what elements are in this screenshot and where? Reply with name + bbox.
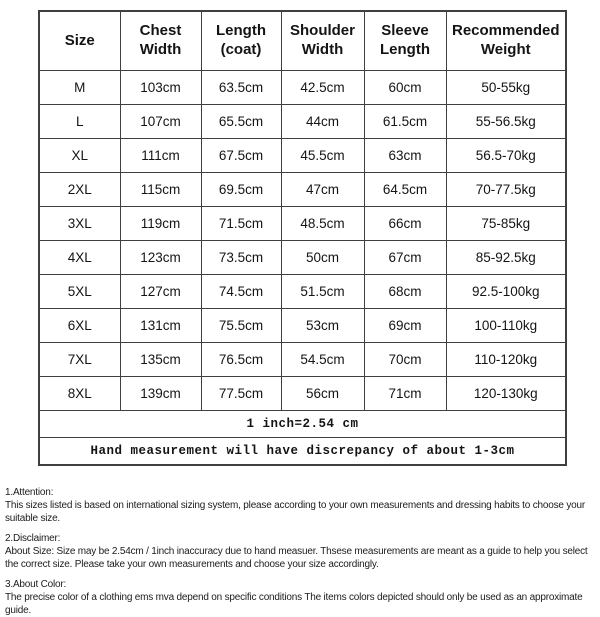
table-row	[39, 377, 566, 411]
measurement-cell: 73.5cm	[201, 241, 281, 275]
size-cell: 2XL	[39, 173, 120, 207]
measurement-cell: 103cm	[120, 71, 201, 105]
footnote-row	[39, 411, 566, 438]
measurement-cell: 74.5cm	[201, 275, 281, 309]
measurement-cell: 139cm	[120, 377, 201, 411]
note-attention-heading: 1.Attention:	[5, 487, 54, 498]
measurement-cell: 76.5cm	[201, 343, 281, 377]
table-row	[39, 275, 566, 309]
measurement-cell: 119cm	[120, 207, 201, 241]
measurement-cell: 135cm	[120, 343, 201, 377]
size-table-footer	[39, 411, 566, 466]
measurement-cell: 51.5cm	[281, 275, 364, 309]
column-header-shoulder-width: Shoulder Width	[281, 11, 364, 71]
footnote-row	[39, 438, 566, 466]
measurement-cell: 100-110kg	[446, 309, 566, 343]
measurement-cell: 68cm	[364, 275, 446, 309]
header-row	[39, 11, 566, 71]
column-header-sleeve-length: Sleeve Length	[364, 11, 446, 71]
measurement-cell: 120-130kg	[446, 377, 566, 411]
table-row	[39, 105, 566, 139]
measurement-cell: 111cm	[120, 139, 201, 173]
measurement-cell: 65.5cm	[201, 105, 281, 139]
measurement-cell: 69cm	[364, 309, 446, 343]
measurement-cell: 55-56.5kg	[446, 105, 566, 139]
measurement-cell: 67cm	[364, 241, 446, 275]
measurement-cell: 127cm	[120, 275, 201, 309]
measurement-cell: 50cm	[281, 241, 364, 275]
column-header-size: Size	[39, 11, 120, 71]
size-cell: XL	[39, 139, 120, 173]
measurement-cell: 44cm	[281, 105, 364, 139]
measurement-cell: 67.5cm	[201, 139, 281, 173]
column-header-length-coat: Length (coat)	[201, 11, 281, 71]
size-table-body	[39, 71, 566, 411]
hand-measurement-note: Hand measurement will have discrepancy of about 1-3cm	[39, 438, 566, 466]
measurement-cell: 131cm	[120, 309, 201, 343]
table-row	[39, 241, 566, 275]
measurement-cell: 77.5cm	[201, 377, 281, 411]
size-cell: L	[39, 105, 120, 139]
measurement-cell: 54.5cm	[281, 343, 364, 377]
measurement-cell: 85-92.5kg	[446, 241, 566, 275]
size-cell: 3XL	[39, 207, 120, 241]
size-chart-table	[38, 10, 567, 466]
measurement-cell: 61.5cm	[364, 105, 446, 139]
measurement-cell: 75-85kg	[446, 207, 566, 241]
measurement-cell: 60cm	[364, 71, 446, 105]
measurement-cell: 75.5cm	[201, 309, 281, 343]
size-cell: 4XL	[39, 241, 120, 275]
measurement-cell: 66cm	[364, 207, 446, 241]
column-header-chest-width: Chest Width	[120, 11, 201, 71]
measurement-cell: 71.5cm	[201, 207, 281, 241]
measurement-cell: 56.5-70kg	[446, 139, 566, 173]
measurement-cell: 92.5-100kg	[446, 275, 566, 309]
measurement-cell: 48.5cm	[281, 207, 364, 241]
size-table-header	[39, 11, 566, 71]
measurement-cell: 45.5cm	[281, 139, 364, 173]
measurement-cell: 70-77.5kg	[446, 173, 566, 207]
note-disclaimer-heading: 2.Disclaimer:	[5, 533, 61, 544]
note-disclaimer-body: About Size: Size may be 2.54cm / 1inch inaccuracy due to hand measuer. Thsese measurements are meant as a guide to help you select the correct size. Please take your own measurements and choose your size accordingly.	[5, 546, 588, 570]
measurement-cell: 47cm	[281, 173, 364, 207]
notes-section	[5, 486, 595, 617]
measurement-cell: 107cm	[120, 105, 201, 139]
table-row	[39, 343, 566, 377]
note-disclaimer	[5, 532, 595, 571]
note-attention-body: This sizes listed is based on international sizing system, please according to your own measurements and dressing habits to choose your suitable size.	[5, 500, 585, 524]
size-cell: 5XL	[39, 275, 120, 309]
measurement-cell: 64.5cm	[364, 173, 446, 207]
note-attention	[5, 486, 595, 525]
size-cell: M	[39, 71, 120, 105]
measurement-cell: 63.5cm	[201, 71, 281, 105]
inch-conversion-note: 1 inch=2.54 cm	[39, 411, 566, 438]
column-header-recommended-weight: Recommended Weight	[446, 11, 566, 71]
note-about-color	[5, 578, 595, 617]
measurement-cell: 53cm	[281, 309, 364, 343]
measurement-cell: 50-55kg	[446, 71, 566, 105]
measurement-cell: 56cm	[281, 377, 364, 411]
measurement-cell: 123cm	[120, 241, 201, 275]
measurement-cell: 42.5cm	[281, 71, 364, 105]
measurement-cell: 110-120kg	[446, 343, 566, 377]
measurement-cell: 69.5cm	[201, 173, 281, 207]
note-about-color-heading: 3.About Color:	[5, 579, 67, 590]
table-row	[39, 207, 566, 241]
measurement-cell: 71cm	[364, 377, 446, 411]
measurement-cell: 70cm	[364, 343, 446, 377]
measurement-cell: 63cm	[364, 139, 446, 173]
size-cell: 8XL	[39, 377, 120, 411]
table-row	[39, 173, 566, 207]
table-row	[39, 309, 566, 343]
table-row	[39, 139, 566, 173]
note-about-color-body: The precise color of a clothing ems mva depend on specific conditions The items colors depicted should only be used as an approximate guide.	[5, 592, 583, 616]
size-cell: 6XL	[39, 309, 120, 343]
measurement-cell: 115cm	[120, 173, 201, 207]
table-row	[39, 71, 566, 105]
size-cell: 7XL	[39, 343, 120, 377]
